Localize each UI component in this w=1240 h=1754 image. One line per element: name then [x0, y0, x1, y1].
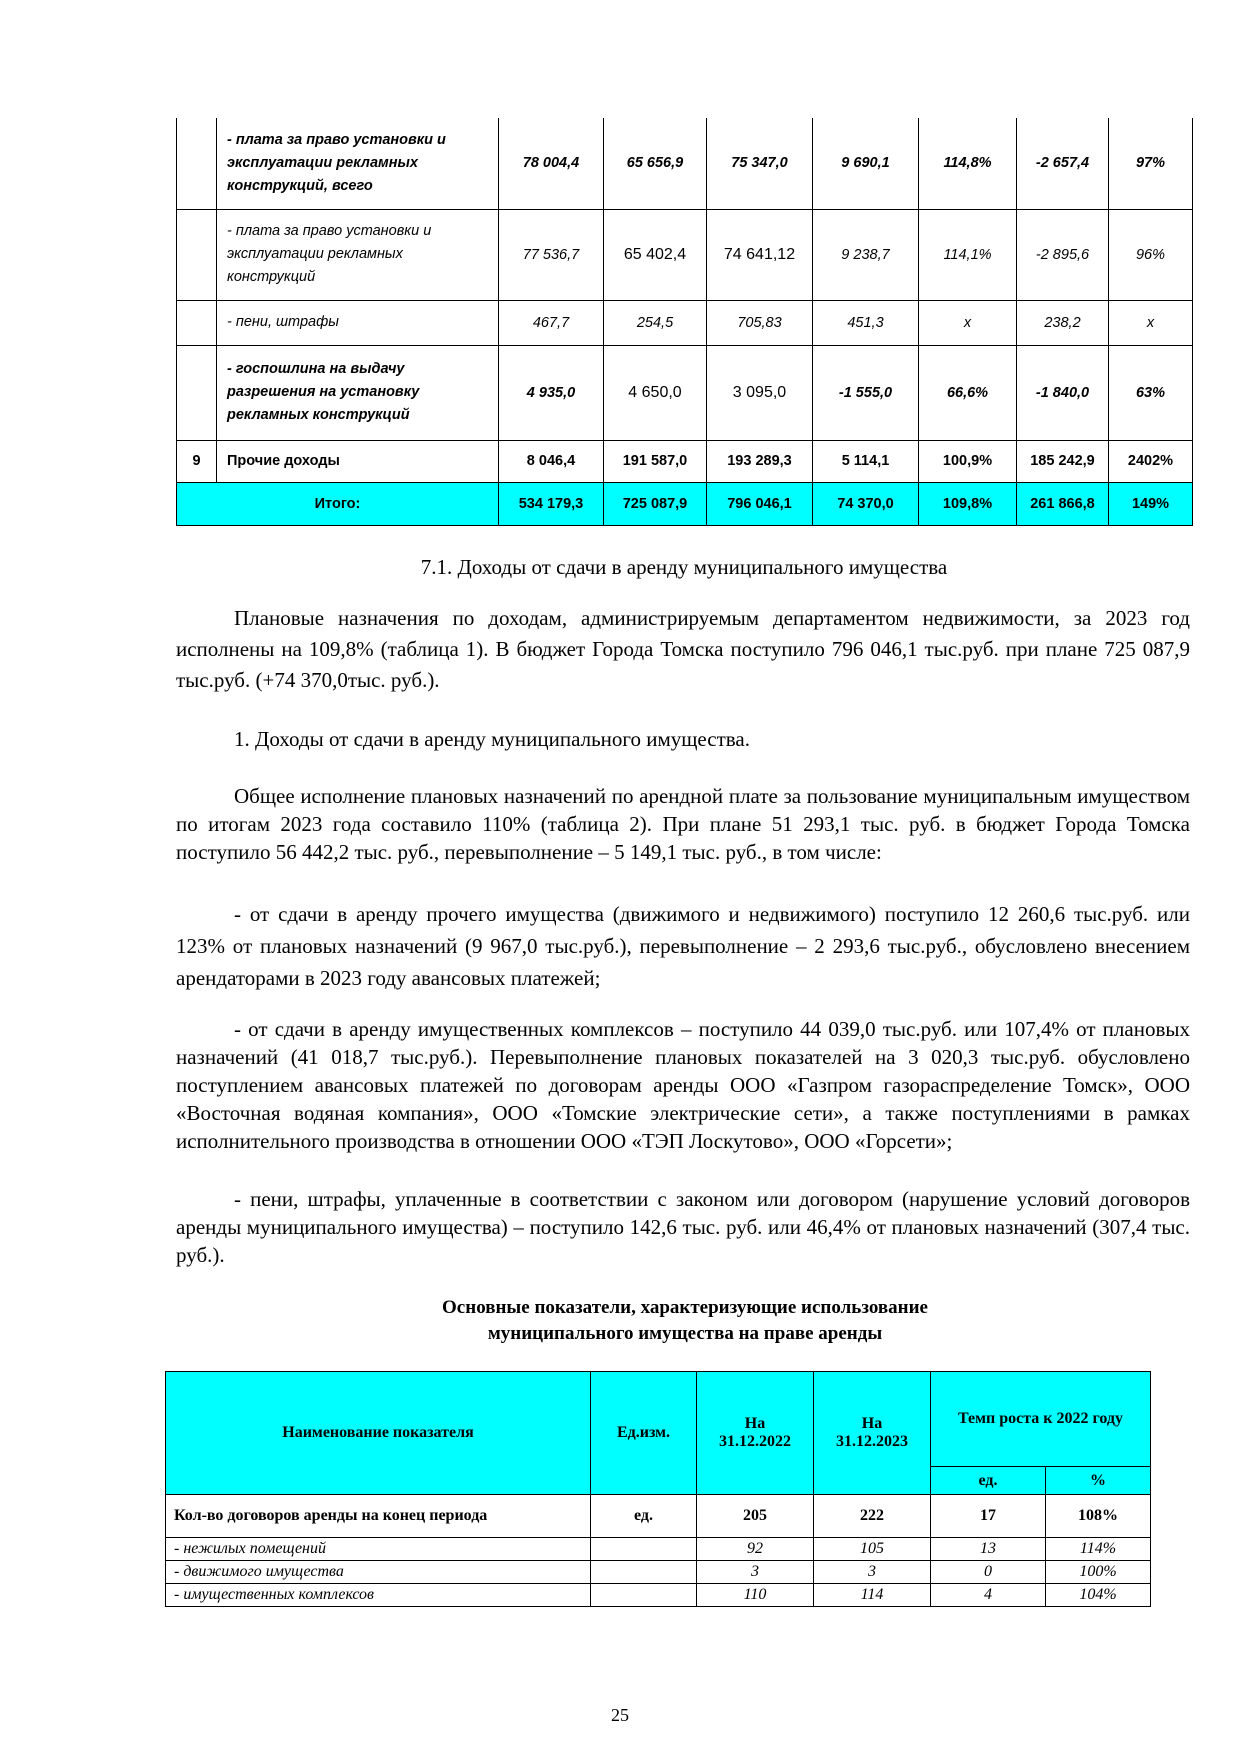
row-2022: 92	[697, 1538, 814, 1561]
row-diff: 4	[931, 1584, 1046, 1607]
cell-value: 5 114,1	[813, 440, 919, 482]
row-unit	[591, 1584, 697, 1607]
table-row	[177, 345, 1193, 440]
table-header-row	[166, 1372, 1151, 1467]
row-pct: 108%	[1046, 1495, 1151, 1538]
cell-value: 114,8%	[919, 118, 1017, 209]
row-name: Прочие доходы	[217, 440, 499, 482]
row-name: - пени, штрафы	[217, 300, 499, 345]
total-label: Итого:	[177, 482, 499, 525]
cell-value: 114,1%	[919, 209, 1017, 300]
header-2023	[814, 1372, 931, 1495]
cell-value: 74 641,12	[707, 209, 813, 300]
row-unit	[591, 1538, 697, 1561]
header-2022	[697, 1372, 814, 1495]
paragraph-other-property: - от сдачи в аренду прочего имущества (движимого и недвижимого) поступило 12 260,6 тыс.руб. или 123% от плановых назначений (9 967,0 тыс.руб.), перевыполнение – 2 293,6 тыс.руб., обусловлено внесением арендаторами в 2023 году авансовых платежей;	[176, 902, 1190, 990]
cell-value: 74 370,0	[813, 482, 919, 525]
table-row	[166, 1584, 1151, 1607]
cell-value: 78 004,4	[499, 118, 604, 209]
cell-value: 705,83	[707, 300, 813, 345]
paragraph-plan-execution: Плановые назначения по доходам, администрируемым департаментом недвижимости, за 2023 год исполнены на 109,8% (таблица 1). В бюджет Города Томска поступило 796 046,1 тыс.руб. при плане 725 087,9 тыс.руб. (+74 370,0тыс. руб.).	[176, 606, 1190, 692]
cell-value: 63%	[1109, 345, 1193, 440]
row-number: 9	[177, 440, 217, 482]
table2-title-line2: муниципального имущества на праве аренды	[487, 1323, 883, 1344]
cell-value: х	[1109, 300, 1193, 345]
row-name: - плата за право установки и эксплуатации рекламных конструкций	[217, 209, 499, 300]
cell-value: -1 840,0	[1017, 345, 1109, 440]
cell-value: 75 347,0	[707, 118, 813, 209]
cell-value: 467,7	[499, 300, 604, 345]
row-diff: 0	[931, 1561, 1046, 1584]
cell-value: 193 289,3	[707, 440, 813, 482]
paragraph-penalties: - пени, штрафы, уплаченные в соответствии с законом или договором (нарушение условий договоров аренды муниципального имущества) – поступило 142,6 тыс. руб. или 46,4% от плановых назначений (307,4 тыс. руб.).	[176, 1187, 1190, 1267]
cell-value: -2 657,4	[1017, 118, 1109, 209]
cell-value: 65 656,9	[604, 118, 707, 209]
lease-indicators-table	[165, 1371, 1151, 1607]
row-unit	[591, 1561, 697, 1584]
paragraph-general-execution: Общее исполнение плановых назначений по арендной плате за пользование муниципальным имуществом по итогам 2023 года составило 110% (таблица 2). При плане 51 293,1 тыс. руб. в бюджет Города Томска поступило 56 442,2 тыс. руб., перевыполнение – 5 149,1 тыс. руб., в том числе:	[176, 784, 1190, 864]
cell-value: 66,6%	[919, 345, 1017, 440]
table-row	[177, 118, 1193, 209]
row-number	[177, 300, 217, 345]
table-row	[177, 440, 1193, 482]
cell-value: 4 650,0	[604, 345, 707, 440]
cell-value: 9 238,7	[813, 209, 919, 300]
cell-value: 9 690,1	[813, 118, 919, 209]
cell-value: 149%	[1109, 482, 1193, 525]
income-table	[176, 118, 1193, 526]
cell-value: 238,2	[1017, 300, 1109, 345]
cell-value: 3 095,0	[707, 345, 813, 440]
cell-value: 261 866,8	[1017, 482, 1109, 525]
row-unit: ед.	[591, 1495, 697, 1538]
table-row	[166, 1495, 1151, 1538]
cell-value: 77 536,7	[499, 209, 604, 300]
header-growth: Темп роста к 2022 году	[931, 1372, 1151, 1467]
row-diff: 17	[931, 1495, 1046, 1538]
row-number	[177, 345, 217, 440]
row-2023: 3	[814, 1561, 931, 1584]
table-row	[166, 1561, 1151, 1584]
cell-value: 185 242,9	[1017, 440, 1109, 482]
cell-value: -2 895,6	[1017, 209, 1109, 300]
row-2022: 110	[697, 1584, 814, 1607]
row-name: - госпошлина на выдачу разрешения на установку рекламных конструкций	[217, 345, 499, 440]
header-2022-line2: 31.12.2022	[719, 1433, 791, 1450]
row-2022: 205	[697, 1495, 814, 1538]
header-growth-unit: ед.	[931, 1467, 1046, 1495]
cell-value: 534 179,3	[499, 482, 604, 525]
header-2023-line1: На	[861, 1415, 883, 1432]
list-item-rental-income: 1. Доходы от сдачи в аренду муниципального имущества.	[234, 727, 750, 751]
cell-value: 254,5	[604, 300, 707, 345]
row-number	[177, 118, 217, 209]
row-2022: 3	[697, 1561, 814, 1584]
header-2022-line1: На	[744, 1415, 766, 1432]
row-pct: 104%	[1046, 1584, 1151, 1607]
table2-title-line1: Основные показатели, характеризующие использование	[442, 1297, 928, 1318]
table-row	[177, 209, 1193, 300]
row-pct: 114%	[1046, 1538, 1151, 1561]
cell-value: 796 046,1	[707, 482, 813, 525]
cell-value: 109,8%	[919, 482, 1017, 525]
cell-value: х	[919, 300, 1017, 345]
cell-value: 97%	[1109, 118, 1193, 209]
table-row	[177, 300, 1193, 345]
header-unit: Ед.изм.	[591, 1372, 697, 1495]
cell-value: 65 402,4	[604, 209, 707, 300]
row-name: Кол-во договоров аренды на конец периода	[166, 1495, 591, 1538]
table2-title	[310, 1295, 1060, 1347]
cell-value: 451,3	[813, 300, 919, 345]
row-name: - плата за право установки и эксплуатации рекламных конструкций, всего	[217, 118, 499, 209]
cell-value: 4 935,0	[499, 345, 604, 440]
row-diff: 13	[931, 1538, 1046, 1561]
cell-value: 8 046,4	[499, 440, 604, 482]
cell-value: -1 555,0	[813, 345, 919, 440]
row-2023: 222	[814, 1495, 931, 1538]
total-row	[177, 482, 1193, 525]
section-heading: 7.1. Доходы от сдачи в аренду муниципального имущества	[420, 555, 948, 579]
cell-value: 96%	[1109, 209, 1193, 300]
row-2023: 105	[814, 1538, 931, 1561]
row-name: - имущественных комплексов	[166, 1584, 591, 1607]
table-row	[166, 1538, 1151, 1561]
cell-value: 2402%	[1109, 440, 1193, 482]
page-number: 25	[611, 1705, 629, 1725]
cell-value: 191 587,0	[604, 440, 707, 482]
header-name: Наименование показателя	[166, 1372, 591, 1495]
row-name: - движимого имущества	[166, 1561, 591, 1584]
row-2023: 114	[814, 1584, 931, 1607]
header-growth-pct: %	[1046, 1467, 1151, 1495]
header-2023-line2: 31.12.2023	[836, 1433, 908, 1450]
cell-value: 725 087,9	[604, 482, 707, 525]
row-name: - нежилых помещений	[166, 1538, 591, 1561]
paragraph-property-complexes: - от сдачи в аренду имущественных комплексов – поступило 44 039,0 тыс.руб. или 107,4% от плановых назначений (41 018,7 тыс.руб.). Перевыполнение плановых показателей на 3 020,3 тыс.руб. обусловлено поступлением авансовых платежей по договорам аренды ООО «Газпром газораспределение Томск», ООО «Восточная водяная компания», ООО «Томские электрические сети», а также поступлениями в рамках исполнительного производства в отношении ООО «ТЭП Лоскутово», ООО «Горсети»;	[176, 1017, 1190, 1153]
row-number	[177, 209, 217, 300]
cell-value: 100,9%	[919, 440, 1017, 482]
row-pct: 100%	[1046, 1561, 1151, 1584]
